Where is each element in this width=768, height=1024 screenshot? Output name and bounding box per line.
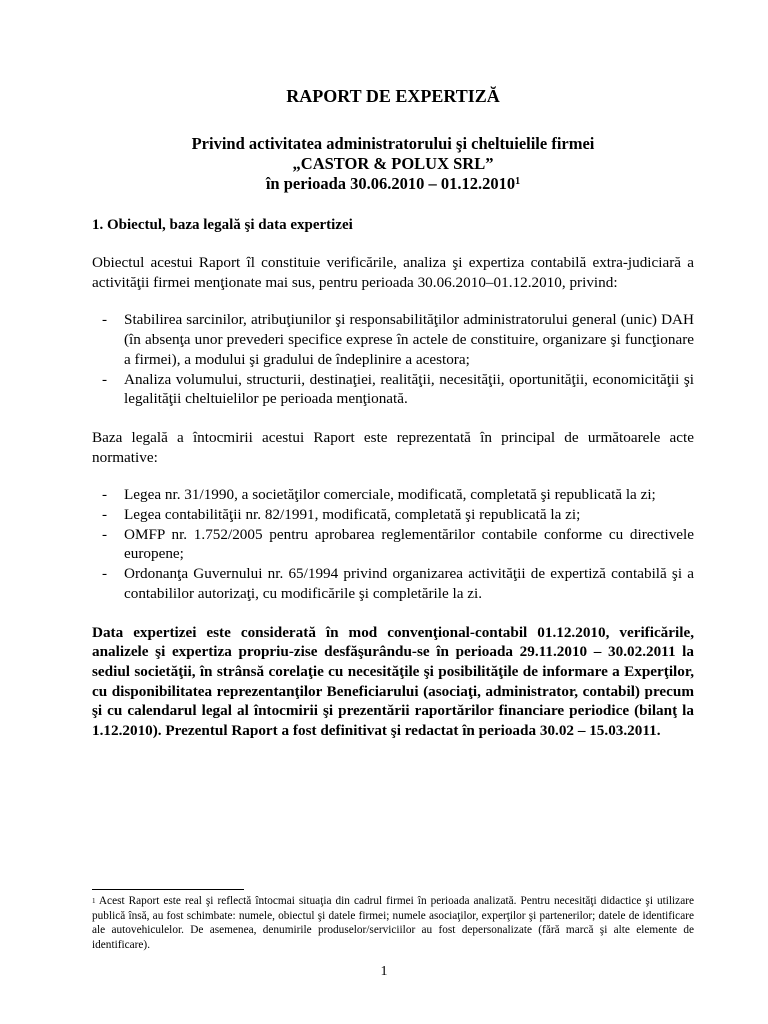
page-number: 1 [380, 964, 388, 979]
footnote-number: 1 [92, 897, 96, 905]
footnote-reference: 1 [515, 176, 521, 187]
list-item [92, 525, 694, 564]
section-1-heading: 1. Obiectul, baza legală şi data expertizei [92, 217, 353, 233]
list-item-text: Stabilirea sarcinilor, atribuţiunilor şi responsabilităţilor administratorului general (unic) DAH (în absenţa unor prevederi specifice exprese în actele de constituire, organizare şi funcţionare a firmei), a modului şi gradului de îndeplinire a acestora; [124, 311, 694, 368]
dash-bullet: - [102, 311, 108, 329]
list-item [92, 564, 694, 603]
paragraph-legal-basis: Baza legală a întocmirii acestui Raport este reprezentată în principal de următoarele acte normative: [92, 428, 694, 466]
report-subtitle-firm-name: „CASTOR & POLUX SRL” [292, 154, 494, 173]
list-item [92, 505, 694, 525]
list-item [92, 485, 694, 505]
report-subtitle-line1: Privind activitatea administratorului şi cheltuielile firmei [191, 134, 595, 153]
dash-bullet: - [102, 525, 108, 543]
footnote-text: Acest Raport este real şi reflectă întocmai situaţia din cadrul firmei în perioada analizată. Pentru necesităţi didactice şi utilizare publică însă, au fost schimbate: numele, obiectul şi datele firmei; numele asociaţilor, experţilor şi partenerilor; datele de identificare ale autovehiculelor. De asemenea, denumirile produselor/serviciilor au fost depersonalizate (fără marcă şi alte elemente de identificare). [92, 895, 694, 951]
paragraph-expertise-date: Data expertizei este considerată în mod convenţional-contabil 01.12.2010, verificările, analizele şi expertiza propriu-zise desfăşurându-se în perioada 29.11.2010 – 30.02.2011 la sediul societăţii, în strânsă corelaţie cu necesităţile şi posibilităţile de informare a Experţilor, cu disponibilitatea reprezentanţilor Beneficiarului (asociaţi, administrator, contabil) precum şi cu calendarul legal al întocmirii şi prezentării raportărilor financiare periodice (bilanţ la 1.12.2010). Prezentul Raport a fost definitivat şi redactat în perioada 30.02 – 15.03.2011. [92, 623, 694, 740]
footnote [92, 894, 694, 952]
legal-acts-list [92, 485, 694, 603]
list-item [92, 370, 694, 409]
dash-bullet: - [102, 565, 108, 583]
list-item-text: Legea nr. 31/1990, a societăţilor comerciale, modificată, completată şi republicată la zi; [124, 486, 656, 504]
list-item [92, 310, 694, 369]
document-page [92, 86, 694, 741]
list-item-text: Analiza volumului, structurii, destinaţiei, realităţii, necesităţii, oportunităţii, economicităţii şi legalităţii cheltuielilor pe perioada menţionată. [124, 370, 694, 408]
objectives-list [92, 310, 694, 409]
list-item-text: Ordonanţa Guvernului nr. 65/1994 privind organizarea activităţii de expertiză contabilă şi a contabililor autorizaţi, cu modificările şi completările la zi. [124, 565, 694, 602]
report-period-text: în perioada 30.06.2010 – 01.12.2010 [265, 174, 516, 193]
report-title: RAPORT DE EXPERTIZĂ [286, 86, 500, 106]
list-item-text: Legea contabilităţii nr. 82/1991, modificată, completată şi republicată la zi; [124, 506, 581, 524]
footnote-separator [92, 889, 244, 890]
dash-bullet: - [102, 370, 108, 388]
list-item-text: OMFP nr. 1.752/2005 pentru aprobarea reglementărilor contabile conforme cu directivele europene; [124, 525, 694, 563]
dash-bullet: - [102, 486, 108, 504]
report-subtitle-period [92, 174, 694, 194]
dash-bullet: - [102, 506, 108, 524]
paragraph-object: Obiectul acestui Raport îl constituie verificările, analiza şi expertiza contabilă extra-judiciară a activităţii firmei menţionate mai sus, pentru perioada 30.06.2010–01.12.2010, privind: [92, 254, 694, 291]
